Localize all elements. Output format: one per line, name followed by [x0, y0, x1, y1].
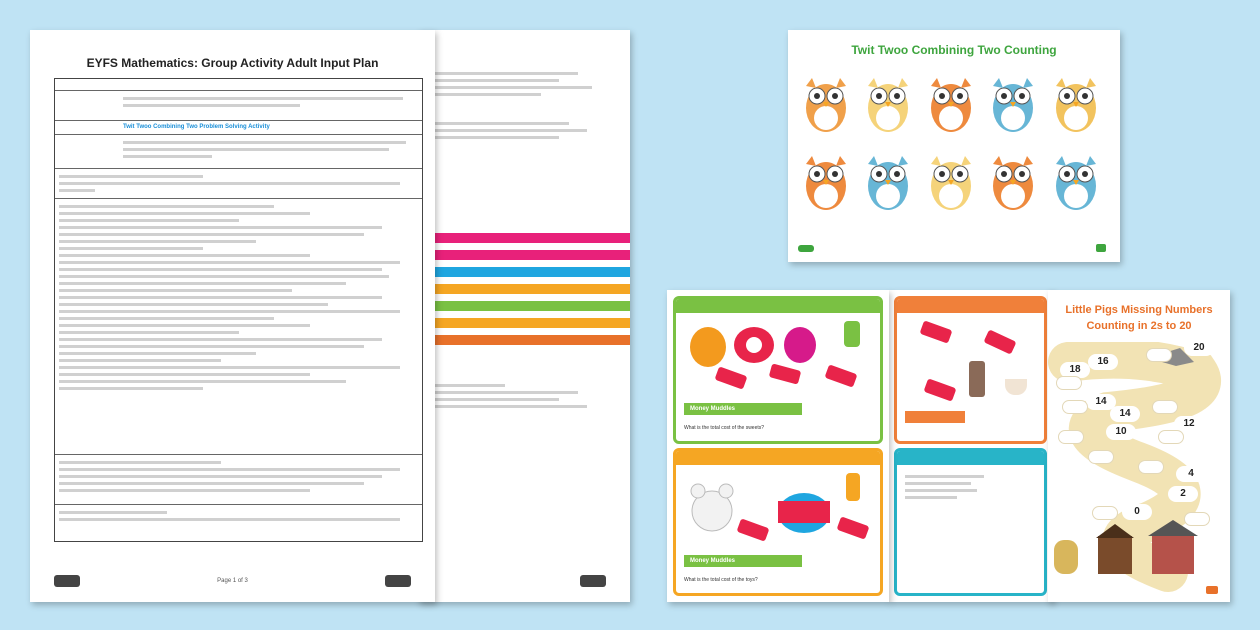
pig-sheet-title	[1048, 302, 1230, 334]
plan-bar	[418, 267, 630, 277]
straw-house	[1054, 540, 1078, 574]
number-cloud: 12	[1174, 416, 1204, 432]
empty-cloud	[1146, 348, 1172, 362]
sweet-jar-image	[969, 361, 985, 397]
empty-cloud	[1138, 460, 1164, 474]
money-card-toys	[673, 448, 883, 596]
card-header	[897, 451, 1044, 465]
empty-cloud	[1058, 430, 1084, 444]
plan-page-2-lower-text	[432, 380, 614, 412]
empty-cloud	[1158, 430, 1184, 444]
empty-cloud	[1152, 400, 1178, 414]
price-tag	[825, 364, 858, 387]
stick-house	[1098, 536, 1132, 574]
number-cloud: 4	[1176, 466, 1206, 482]
plan-bar	[418, 233, 630, 243]
price-tag	[924, 378, 957, 401]
brick-house	[1152, 534, 1194, 574]
empty-cloud	[1088, 450, 1114, 464]
owl-image	[798, 152, 854, 212]
money-card-teal	[894, 448, 1047, 596]
plan-row-support	[55, 455, 422, 505]
price-tag	[715, 366, 748, 389]
plan-row-challenge	[55, 505, 422, 529]
character-icon	[844, 321, 860, 347]
price-tag	[983, 329, 1016, 354]
empty-cloud	[1184, 512, 1210, 526]
plan-bar	[418, 284, 630, 294]
card-ribbon: Money Muddles	[684, 555, 802, 567]
card-question: What is the total cost of the toys?	[684, 577, 758, 583]
plan-page-2-text	[432, 68, 614, 143]
page-number: Page 1 of 3	[217, 578, 248, 584]
plan-bar	[418, 335, 630, 345]
owl-sheet-title: Twit Twoo Combining Two Counting	[851, 43, 1057, 57]
plan-bar	[418, 301, 630, 311]
plan-row-preparation	[55, 135, 422, 169]
number-cloud: 14	[1110, 406, 1140, 422]
plan-footer	[54, 574, 411, 588]
twinkl-logo	[580, 575, 606, 587]
character-icon	[846, 473, 860, 501]
owl-image	[923, 74, 979, 134]
cup-image	[1005, 379, 1027, 395]
orange-sweet	[690, 327, 726, 367]
number-cloud: 0	[1122, 504, 1152, 520]
number-cloud: 10	[1106, 424, 1136, 440]
card-header	[676, 299, 880, 313]
empty-cloud	[1062, 400, 1088, 414]
owl-counting-sheet	[788, 30, 1120, 262]
number-cloud: 16	[1088, 354, 1118, 370]
twinkl-logo	[385, 575, 411, 587]
plan-row-adult-input	[55, 199, 422, 455]
owl-image	[923, 152, 979, 212]
little-pigs-sheet	[1048, 290, 1230, 602]
resource-link[interactable]: Twit Twoo Combining Two Problem Solving Activity	[123, 124, 270, 130]
price-tag	[737, 518, 770, 541]
pig-title-line-2: Counting in 2s to 20	[1086, 320, 1192, 332]
number-cloud: 2	[1168, 486, 1198, 502]
plan-color-bars	[418, 226, 630, 352]
money-card-orange	[894, 296, 1047, 444]
twinkl-logo	[54, 575, 80, 587]
empty-cloud	[1092, 506, 1118, 520]
number-cloud: 18	[1060, 362, 1090, 378]
twinkl-logo	[798, 245, 814, 252]
owl-image	[985, 152, 1041, 212]
owl-image	[1048, 74, 1104, 134]
money-card-sweets	[673, 296, 883, 444]
twinkl-logo	[1206, 586, 1218, 594]
plan-row-resources	[55, 121, 422, 135]
plan-table	[54, 78, 423, 542]
card-header	[897, 299, 1044, 313]
owl-grid	[798, 74, 1110, 212]
empty-cloud	[1056, 376, 1082, 390]
owl-image	[1048, 152, 1104, 212]
twinkl-logo	[1096, 244, 1106, 252]
number-cloud: 14	[1086, 394, 1116, 410]
plan-row-intentions	[55, 91, 422, 121]
price-tag	[837, 516, 870, 539]
card-header	[676, 451, 880, 465]
owl-image	[860, 152, 916, 212]
plan-row-date	[55, 79, 422, 91]
owl-image	[798, 74, 854, 134]
plan-page-1	[30, 30, 435, 602]
price-tag	[769, 363, 802, 384]
plan-page-2-footer	[426, 574, 606, 588]
card-question: What is the total cost of the sweets?	[684, 425, 765, 431]
sweets-illustration	[676, 315, 876, 401]
toys-illustration	[676, 467, 876, 557]
card-ribbon	[905, 411, 965, 423]
plan-bar	[418, 250, 630, 260]
plan-page-2	[418, 30, 630, 602]
card-ribbon: Money Muddles	[684, 403, 802, 415]
owl-image	[985, 74, 1041, 134]
money-cards-page-2	[888, 290, 1053, 602]
pink-sweet	[784, 327, 816, 363]
money-cards-page-1	[667, 290, 889, 602]
price-tag	[920, 320, 953, 343]
number-cloud: 20	[1184, 340, 1214, 356]
owl-image	[860, 74, 916, 134]
plan-row-vocabulary	[55, 169, 422, 199]
plan-bar	[418, 318, 630, 328]
pig-title-line-1: Little Pigs Missing Numbers	[1065, 304, 1213, 316]
plan-title: EYFS Mathematics: Group Activity Adult Input Plan	[86, 56, 379, 70]
